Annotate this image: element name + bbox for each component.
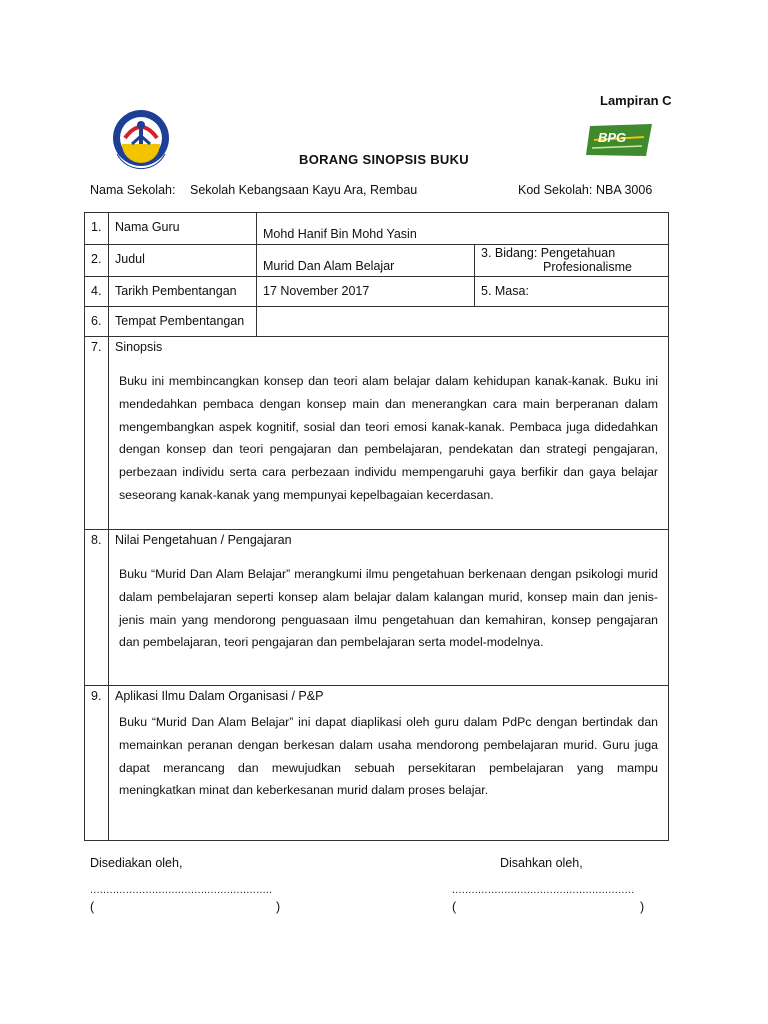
synopsis-form-table (84, 212, 669, 841)
table-row (85, 307, 669, 337)
presentation-date-label: Tarikh Pembentangan (109, 277, 257, 307)
school-code-value: NBA 3006 (596, 183, 653, 197)
school-name-value: Sekolah Kebangsaan Kayu Ara, Rembau (190, 183, 418, 197)
prepared-paren-open: ( (90, 900, 95, 914)
teacher-name-label: Nama Guru (109, 213, 257, 245)
table-row (85, 277, 669, 307)
synopsis-label: Sinopsis (115, 340, 163, 354)
annex-label: Lampiran C (600, 93, 672, 108)
school-name-label: Nama Sekolah: (90, 183, 176, 197)
book-title-label: Judul (109, 245, 257, 277)
knowledge-value-text: Buku “Murid Dan Alam Belajar” merangkumi ilmu pengetahuan berkenaan dengan psikologi murid dalam pembelajaran seperti konsep alam belajar dalam kalangan murid, konsep main dan jenis-jenis main yang mendorong penguasaan ilmu pengetahuan dan kemahiran, konsep pengajaran dan pembelajaran, teori pengajaran dan pembelajaran serta model-modelnya. (119, 567, 659, 650)
knowledge-value-label: Nilai Pengetahuan / Pengajaran (115, 533, 292, 547)
application-cell (109, 686, 669, 841)
row-number: 7. (85, 337, 109, 530)
school-code-label: Kod Sekolah: (518, 183, 593, 197)
venue-label: Tempat Pembentangan (109, 307, 257, 337)
form-title: BORANG SINOPSIS BUKU (299, 152, 469, 167)
knowledge-value-cell (109, 530, 669, 686)
synopsis-cell (109, 337, 669, 530)
approved-paren-close: ) (640, 900, 645, 914)
book-title-value: Murid Dan Alam Belajar (257, 245, 475, 277)
table-row (85, 530, 669, 686)
row-number: 4. (85, 277, 109, 307)
synopsis-text: Buku ini membincangkan konsep dan teori alam belajar dalam kehidupan kanak-kanak. Buku ini mendedahkan pembaca dengan konsep main dan menerangkan cara main berperanan dalam mengembangkan aspek kognitif, sosial dan teori emosi kanak-kanak. Pembaca juga didedahkan dengan konsep dan teori pengajaran dan pembelajaran, pendekatan dan strategi pengajaran, perbezaan individu serta cara perbezaan individu mempengaruhi gaya berfikir dan gaya belajar seseorang kanak-kanak yang mempunyai kepelbagaian kecerdasan. (119, 374, 659, 502)
table-row (85, 245, 669, 277)
teacher-name-value: Mohd Hanif Bin Mohd Yasin (257, 213, 669, 245)
prepared-paren-close: ) (276, 900, 281, 914)
application-text: Buku “Murid Dan Alam Belajar” ini dapat diaplikasi oleh guru dalam PdPc dengan bertindak dan memainkan peranan dengan berkesan dalam usaha mendorong pembelajaran murid. Guru juga dapat merancang dan mewujudkan sebuah persekitaran pembelajaran yang mampu meningkatkan minat dan keberkesanan murid dalam proses belajar. (119, 715, 659, 798)
table-row (85, 213, 669, 245)
field-value: Profesionalisme (543, 260, 632, 274)
approved-signature-line: ........................................................ (452, 884, 635, 896)
row-number: 6. (85, 307, 109, 337)
bpg-logo-text: BPG (598, 130, 627, 145)
row-number: 2. (85, 245, 109, 277)
approved-paren-open: ( (452, 900, 457, 914)
prepared-by-label: Disediakan oleh, (90, 856, 183, 870)
field-cell (475, 245, 669, 277)
venue-value (257, 307, 669, 337)
duration-label: 5. Masa: (475, 277, 669, 307)
application-label: Aplikasi Ilmu Dalam Organisasi / P&P (115, 689, 324, 703)
approved-by-label: Disahkan oleh, (500, 856, 583, 870)
table-row (85, 686, 669, 841)
presentation-date-value: 17 November 2017 (257, 277, 475, 307)
field-label: 3. Bidang: Pengetahuan (481, 246, 616, 260)
table-row (85, 337, 669, 530)
row-number: 1. (85, 213, 109, 245)
row-number: 8. (85, 530, 109, 686)
row-number: 9. (85, 686, 109, 841)
prepared-signature-line: ........................................................ (90, 884, 273, 896)
